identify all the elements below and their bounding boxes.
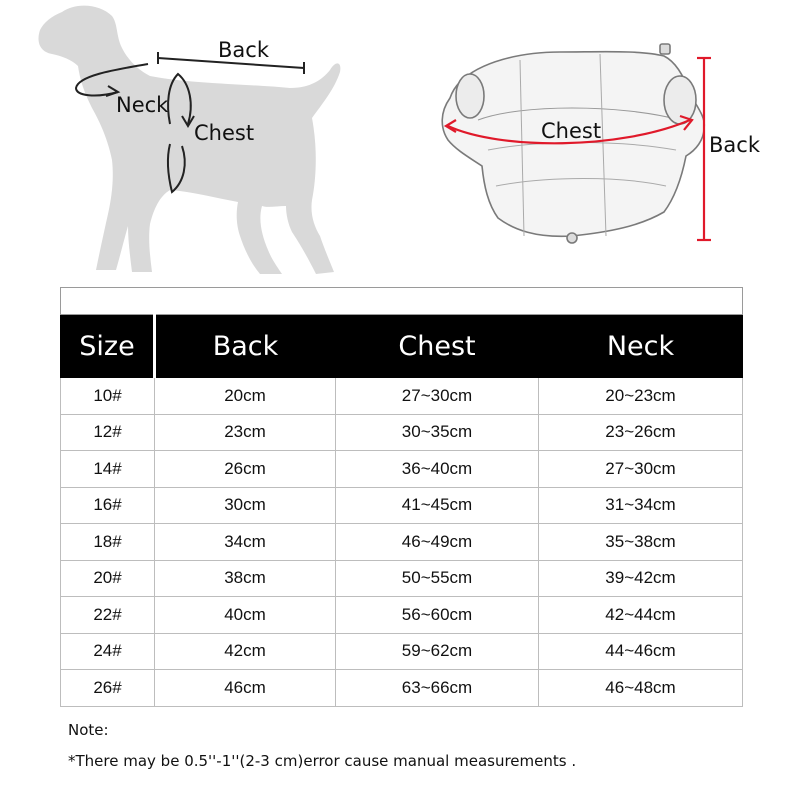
size-cell: 16#: [61, 487, 155, 524]
back-cell: 38cm: [155, 560, 336, 597]
chest-cell: 50~55cm: [336, 560, 539, 597]
neck-cell: 20~23cm: [539, 378, 743, 415]
header-back: Back: [155, 315, 336, 378]
table-row: [61, 451, 743, 488]
back-cell: 42cm: [155, 633, 336, 670]
note-title: Note:: [68, 721, 109, 739]
neck-cell: 35~38cm: [539, 524, 743, 561]
size-cell: 20#: [61, 560, 155, 597]
table-row: [61, 487, 743, 524]
neck-cell: 44~46cm: [539, 633, 743, 670]
table-row: [61, 378, 743, 415]
header-chest: Chest: [336, 315, 539, 378]
coat-chest-label: Chest: [541, 119, 602, 143]
note-text: *There may be 0.5''-1''(2-3 cm)error cause manual measurements .: [68, 752, 577, 770]
back-cell: 30cm: [155, 487, 336, 524]
header-size: Size: [61, 315, 155, 378]
chest-cell: 30~35cm: [336, 414, 539, 451]
size-table: [60, 287, 743, 707]
chest-cell: 41~45cm: [336, 487, 539, 524]
size-cell: 14#: [61, 451, 155, 488]
table-top-blank-row: [61, 288, 743, 315]
back-cell: 20cm: [155, 378, 336, 415]
dog-chest-label: Chest: [194, 121, 255, 145]
size-cell: 26#: [61, 670, 155, 707]
chest-cell: 63~66cm: [336, 670, 539, 707]
neck-cell: 46~48cm: [539, 670, 743, 707]
back-cell: 23cm: [155, 414, 336, 451]
size-cell: 18#: [61, 524, 155, 561]
neck-cell: 27~30cm: [539, 451, 743, 488]
size-cell: 22#: [61, 597, 155, 634]
neck-cell: 23~26cm: [539, 414, 743, 451]
back-cell: 46cm: [155, 670, 336, 707]
neck-cell: 39~42cm: [539, 560, 743, 597]
dog-silhouette: [39, 6, 341, 274]
table-row: [61, 524, 743, 561]
back-cell: 40cm: [155, 597, 336, 634]
chest-cell: 56~60cm: [336, 597, 539, 634]
coat-back-label: Back: [709, 133, 760, 157]
size-cell: 12#: [61, 414, 155, 451]
size-cell: 24#: [61, 633, 155, 670]
dog-neck-label: Neck: [116, 93, 169, 117]
blank-cell: [61, 288, 743, 315]
table-row: [61, 670, 743, 707]
table-row: [61, 560, 743, 597]
table-header-row: [61, 315, 743, 378]
chest-cell: 46~49cm: [336, 524, 539, 561]
back-cell: 26cm: [155, 451, 336, 488]
table-body: [61, 378, 743, 707]
chest-cell: 59~62cm: [336, 633, 539, 670]
chest-cell: 36~40cm: [336, 451, 539, 488]
table-row: [61, 633, 743, 670]
back-cell: 34cm: [155, 524, 336, 561]
table-row: [61, 597, 743, 634]
neck-cell: 31~34cm: [539, 487, 743, 524]
neck-cell: 42~44cm: [539, 597, 743, 634]
dog-back-label: Back: [218, 38, 269, 62]
size-cell: 10#: [61, 378, 155, 415]
header-neck: Neck: [539, 315, 743, 378]
table-row: [61, 414, 743, 451]
chest-cell: 27~30cm: [336, 378, 539, 415]
